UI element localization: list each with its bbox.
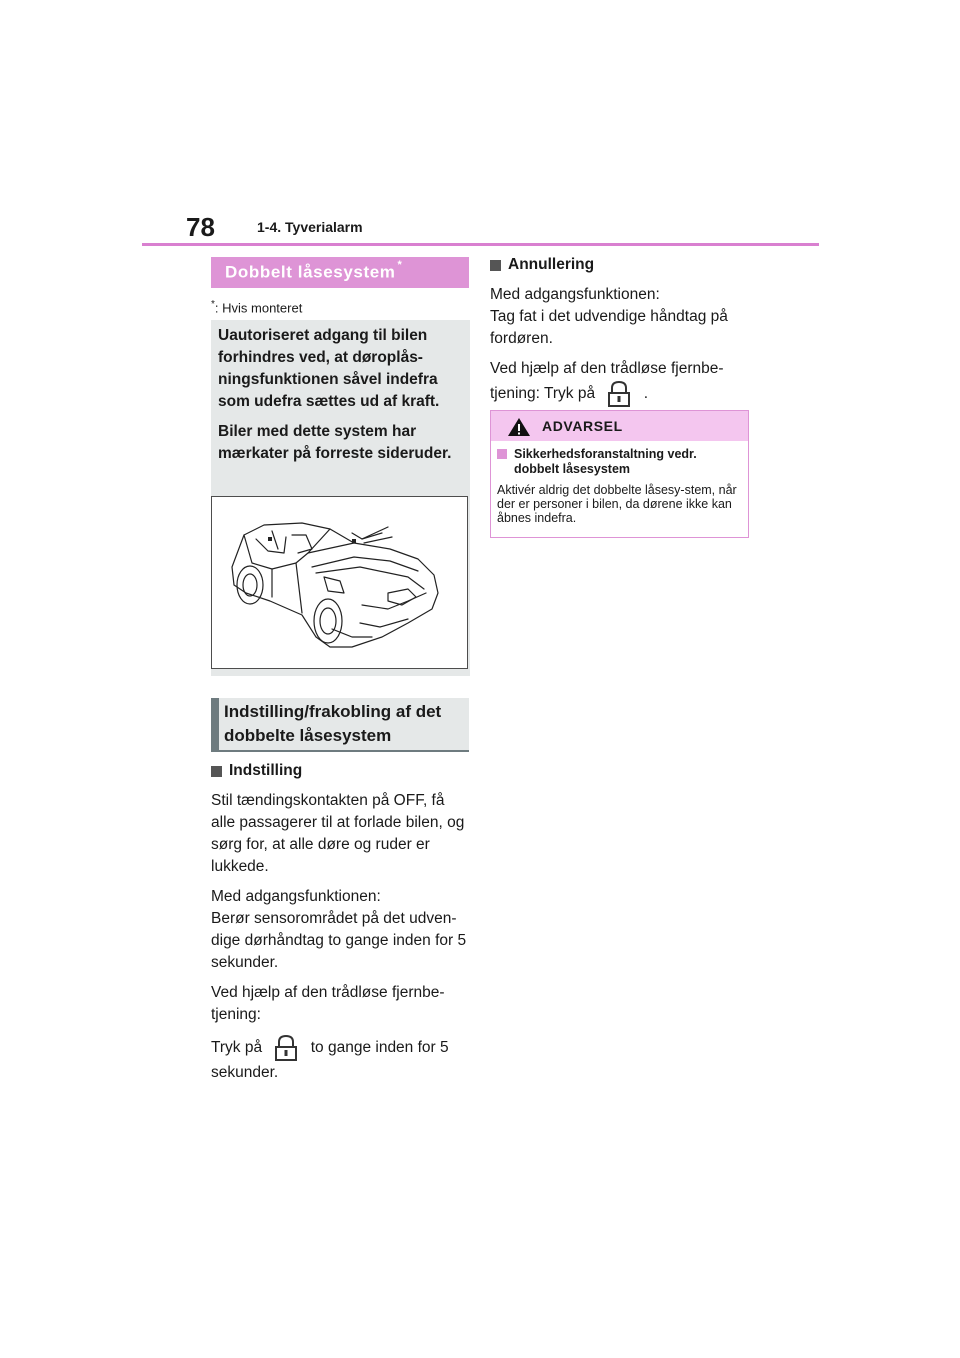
section-heading-setting: Indstilling/frakobling af det dobbelte låsesystem bbox=[211, 698, 469, 752]
setting-p4-after: to gange inden for 5 sekunder. bbox=[211, 1039, 449, 1081]
cancel-p1-line2: Tag fat i det udvendige håndtag på fordøren. bbox=[490, 308, 728, 347]
setting-paragraph-2 bbox=[211, 886, 469, 974]
subhead-cancel-text: Annullering bbox=[508, 256, 595, 273]
warning-subhead bbox=[497, 447, 742, 477]
car-drawing bbox=[212, 497, 467, 668]
warning-triangle-icon bbox=[507, 417, 531, 437]
page-number: 78 bbox=[186, 212, 215, 242]
setting-p4-before: Tryk på bbox=[211, 1039, 263, 1057]
setting-paragraph-3: Ved hjælp af den trådløse fjernbe-tjening: bbox=[211, 984, 445, 1023]
warning-title: ADVARSEL bbox=[542, 418, 623, 434]
setting-paragraph-1: Stil tændingskontakten på OFF, få alle passagerer til at forlade bilen, og sørg for, at alle døre og ruder er lukkede. bbox=[211, 792, 465, 875]
cancel-paragraph-1 bbox=[490, 284, 752, 350]
cancel-paragraph-2 bbox=[490, 358, 752, 408]
heading-footnote-mark: * bbox=[397, 259, 403, 271]
warning-subhead-text: Sikkerhedsforanstaltning vedr. dobbelt låsesystem bbox=[514, 447, 697, 476]
setting-p2-line2: Berør sensorområdet på det udven-dige dørhåndtag to gange inden for 5 sekunder. bbox=[211, 910, 467, 971]
lock-icon bbox=[268, 1034, 304, 1062]
warning-body: Aktivér aldrig det dobbelte låsesy-stem, når der er personer i bilen, da dørene ikke kan åbnes indefra. bbox=[497, 483, 737, 525]
cancel-p2-after: . bbox=[643, 385, 649, 403]
square-bullet-icon bbox=[490, 260, 501, 271]
header-rule bbox=[142, 243, 819, 246]
intro-paragraph-1: Uautoriseret adgang til bilen forhindres ved, at døroplås-ningsfunktionen såvel indefra som udefra sættes ud af kraft. bbox=[218, 327, 440, 410]
section-heading-double-lock bbox=[211, 257, 469, 288]
footnote bbox=[211, 299, 302, 315]
setting-p2-line1: Med adgangsfunktionen: bbox=[211, 888, 381, 905]
lock-icon bbox=[601, 380, 637, 408]
subhead-setting bbox=[211, 760, 469, 782]
square-bullet-icon bbox=[211, 766, 222, 777]
cancel-p1-line1: Med adgangsfunktionen: bbox=[490, 286, 660, 303]
warning-header bbox=[491, 411, 748, 441]
footnote-mark: * bbox=[211, 299, 215, 310]
footnote-text: : Hvis monteret bbox=[214, 300, 303, 316]
heading-text: Dobbelt låsesystem bbox=[225, 262, 396, 282]
cancel-p2-before: Ved hjælp af den trådløse fjernbe-tjening: Tryk på bbox=[490, 360, 724, 403]
setting-paragraph-4 bbox=[211, 1034, 469, 1084]
car-illustration bbox=[211, 496, 468, 669]
intro-paragraph-2: Biler med dette system har mærkater på forreste sideruder. bbox=[218, 423, 452, 462]
square-bullet-icon bbox=[497, 449, 507, 459]
left-body-column bbox=[211, 760, 469, 1092]
chapter-title: 1-4. Tyverialarm bbox=[257, 219, 363, 235]
subhead-cancel bbox=[490, 254, 752, 276]
intro-text bbox=[218, 325, 462, 473]
right-body-column bbox=[490, 254, 752, 416]
subhead-setting-text: Indstilling bbox=[229, 762, 303, 779]
warning-box bbox=[490, 410, 749, 538]
